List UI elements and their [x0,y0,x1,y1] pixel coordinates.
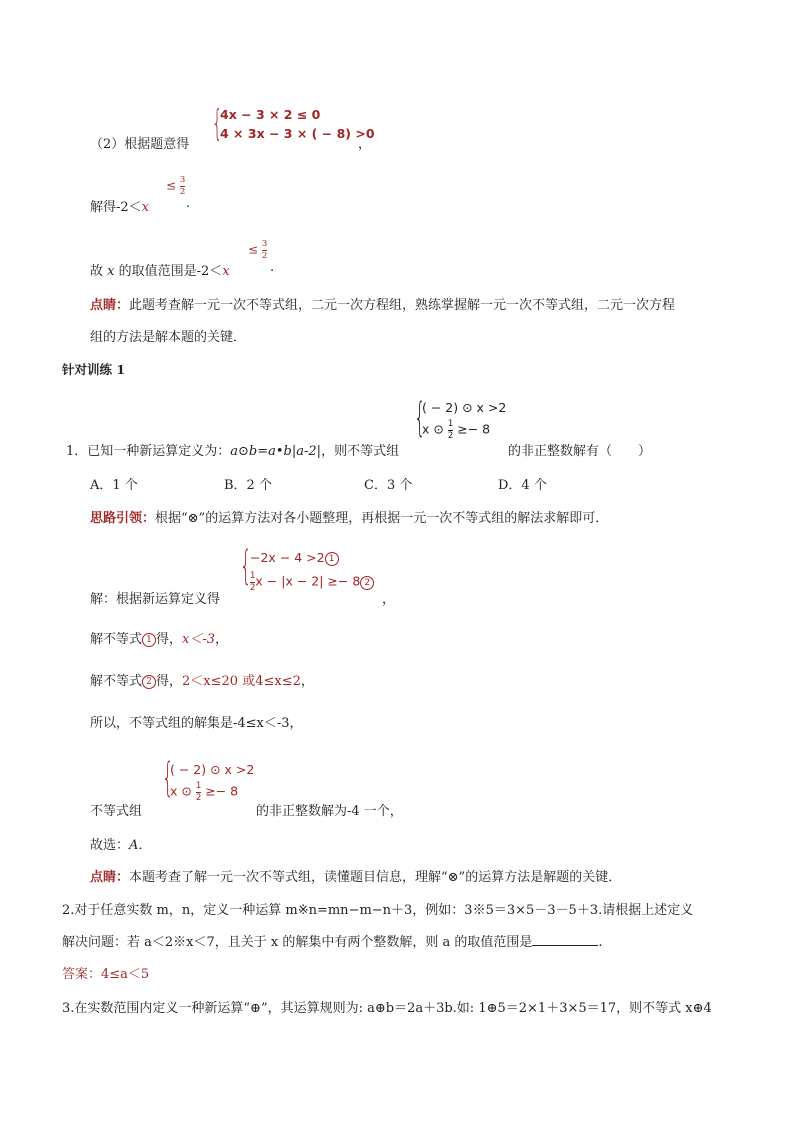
solution-1 [90,196,149,215]
q1-pre: 1．已知一种新运算定义为： [66,444,231,459]
left-brace: { [240,543,252,589]
question-2-line1: 2.对于任意实数 m，n，定义一种运算 m※n=mn−m−n＋3，例如：3※5＝3×5－3－5＋3.请根据上述定义 [62,903,694,918]
fraction-3-2 [262,240,267,260]
frac-num: 3 [179,175,186,185]
sys-part: ≥− 8 [453,421,491,437]
q1-post: 的非正整数解有（ ） [508,444,652,459]
answer-blank[interactable] [532,933,598,946]
choose-text: ． [138,838,152,853]
step-value: x＜-3 [182,632,216,647]
sol2-eq1 [250,550,339,566]
choose-answer: A [129,838,139,853]
tip-text: 此题考查解一元一次不等式组，二元一次方程组，熟练掌握解一元一次不等式组，二元一次方程 [129,298,676,313]
option-b[interactable]: B．2 个 [224,478,272,493]
range-1-bound [248,240,267,260]
sol2-comma: ， [382,592,396,607]
step-text: ， [215,632,229,647]
solution-1-end: . [186,196,191,211]
frac-den: 2 [195,792,202,803]
sol2-eq2 [250,572,374,592]
hint-text: 根据“⊗”的运算方法对各小题整理，再根据一元一次不等式组的解法求解即可． [155,511,609,526]
frac-den: 2 [250,582,256,593]
question-2-answer: 答案：4≤a＜5 [62,967,150,982]
sol2-system-line2 [170,782,238,802]
frac-den: 2 [261,250,268,261]
tip-label: 点睛： [90,870,130,885]
tip-text: 本题考查了解一元一次不等式组，读懂题目信息，理解“⊗”的运算方法是解题的关键． [129,870,622,885]
var-x: x [141,200,150,215]
option-d[interactable]: D．4 个 [498,478,547,493]
q2-text: . [598,935,603,950]
part2-label: （2）根据题意得 [90,137,190,152]
sol2-step4-post: 的非正整数解为-4 一个， [256,804,403,819]
sol2-step3: 所以，不等式组的解集是-4≤x＜-3， [90,716,303,731]
circled-2-icon: 2 [360,576,374,590]
eq-text: −2x − 4 >2 [250,550,325,565]
sol2-step4-pre: 不等式组 [90,804,143,819]
part2-eq2: 4 × 3x − 3 × ( − 8) >0 [220,126,375,141]
frac-num: 1 [447,419,454,429]
sol2-choose [90,834,151,853]
option-c[interactable]: C．3 个 [364,478,413,493]
frac-den: 2 [179,186,186,197]
circled-2-icon: 2 [142,675,156,689]
circled-1-icon: 1 [325,552,339,566]
left-brace: { [414,395,426,441]
range-1-end: . [270,260,275,275]
sol2-system-line1: ( − 2) ⊙ x >2 [170,762,255,777]
tip-2 [90,866,621,885]
var-x: x [107,264,115,279]
q2-text: 解决问题：若 a＜2※x＜7，且关于 x 的解集中有两个整数解，则 a 的取值范围是 [62,935,533,950]
question-1 [66,440,399,459]
step-text: 解不等式 [90,632,143,647]
hint [90,507,608,526]
sys-part: x ⊙ [422,421,448,437]
step-value: 2＜x≤20 或4≤x≤2 [182,674,301,689]
le-sign: ≤ [166,178,177,193]
sol2-step1 [90,628,228,647]
sys-part: ≥− 8 [201,783,239,799]
section-title: 针对训练 1 [62,362,126,377]
solution-1-bound [166,176,185,196]
tip-1-line2: 组的方法是解本题的关键． [90,330,247,345]
circled-1-icon: 1 [142,633,156,647]
option-a[interactable]: A．1 个 [90,478,138,493]
frac-num: 3 [261,239,268,249]
sol2-step2 [90,670,314,689]
q1-system-line2 [422,420,490,440]
q1-mid: ，则不等式组 [321,444,400,459]
solution-1-text: 解得-2＜ [90,200,142,215]
q1-definition: a⊙b=a•b|a-2| [230,444,322,459]
range-mid: 的取值范围是-2＜ [114,264,223,279]
frac-den: 2 [447,430,454,441]
range-pre: 故 [90,264,108,279]
step-text: ， [300,674,314,689]
part2-comma: ， [358,137,372,152]
le-sign: ≤ [248,242,259,257]
step-text: 得， [156,632,183,647]
left-brace: { [162,755,174,801]
eq-text: x − |x − 2| ≥− 8 [255,573,361,589]
left-brace: { [212,103,223,144]
choose-text: 故选： [90,838,130,853]
hint-label: 思路引领： [90,511,156,526]
question-2-line2 [62,931,603,950]
q1-system-line1: ( − 2) ⊙ x >2 [422,400,507,415]
frac-num: 1 [250,571,256,581]
tip-label: 点睛： [90,298,130,313]
var-x: x [222,264,230,279]
tip-1-line1 [90,294,675,313]
step-text: 得， [156,674,183,689]
part2-eq1: 4x − 3 × 2 ≤ 0 [220,107,321,122]
range-1 [90,260,230,279]
sys-part: x ⊙ [170,783,196,799]
frac-num: 1 [195,781,202,791]
step-text: 解不等式 [90,674,143,689]
fraction-3-2 [180,176,185,196]
sol2-label: 解：根据新运算定义得 [90,592,221,607]
question-3-line1: 3.在实数范围内定义一种新运算“⊕”，其运算规则为: a⊕b＝2a＋3b.如: 1⊕5＝2×1＋3×5＝17，则不等式 x⊕4 [62,1001,712,1016]
